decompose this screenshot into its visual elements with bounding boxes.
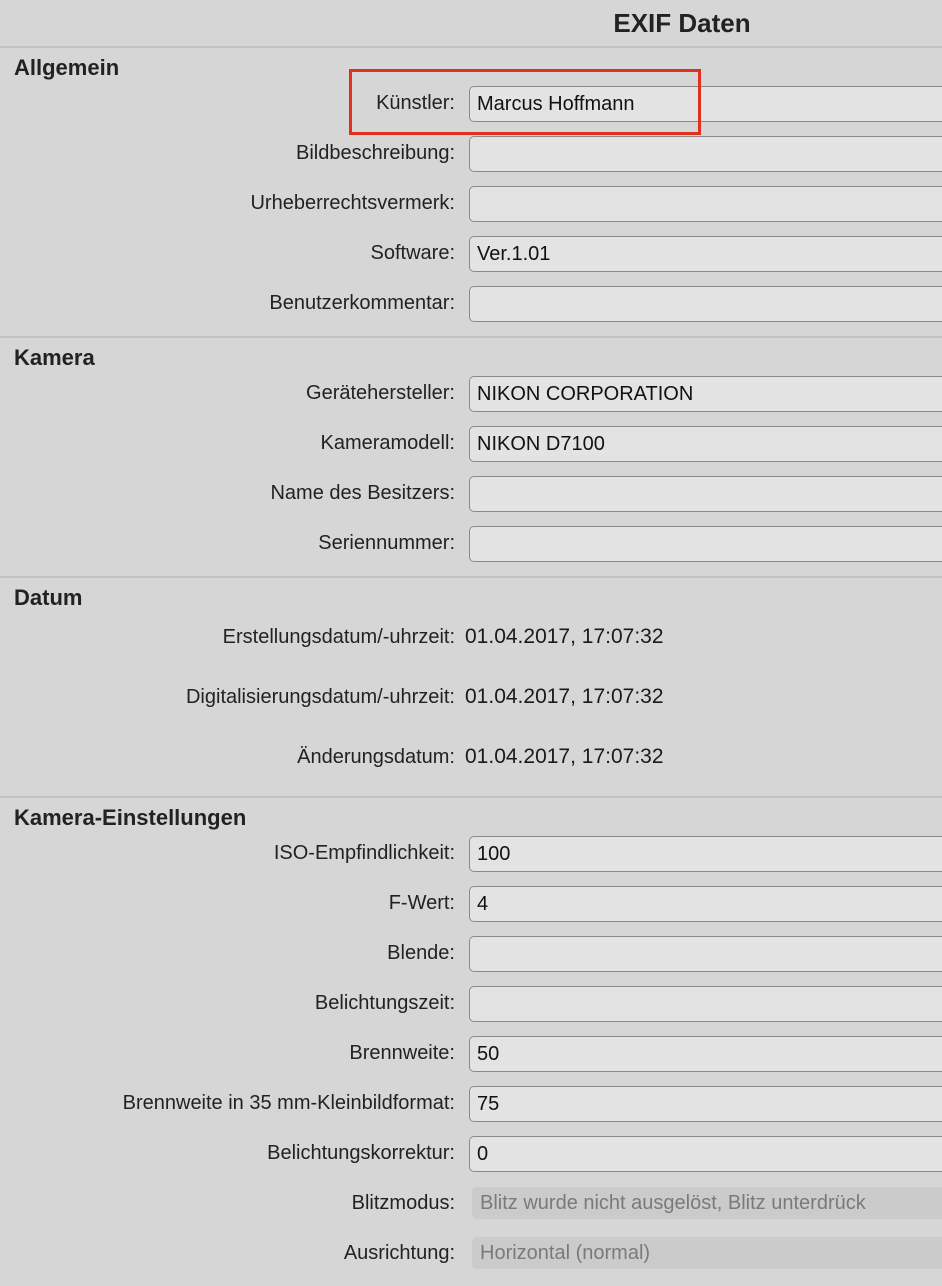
label-blitzmodus: Blitzmodus:: [351, 1192, 455, 1214]
digitalisierungsdatum-value: 01.04.2017, 17:07:32: [465, 685, 664, 708]
label-brennweite: Brennweite:: [349, 1042, 455, 1064]
label-belichtungszeit: Belichtungszeit:: [314, 992, 455, 1014]
f-wert-field[interactable]: 4: [469, 886, 942, 922]
label-benutzerkommentar: Benutzerkommentar:: [269, 292, 455, 314]
label-seriennummer: Seriennummer:: [318, 532, 455, 554]
besitzer-field[interactable]: [469, 476, 942, 512]
label-brennweite-35mm: Brennweite in 35 mm-Kleinbildformat:: [122, 1092, 455, 1114]
erstellungsdatum-value: 01.04.2017, 17:07:32: [465, 625, 664, 648]
label-kameramodell: Kameramodell:: [320, 432, 455, 454]
urheberrechtsvermerk-field[interactable]: [469, 186, 942, 222]
seriennummer-field[interactable]: [469, 526, 942, 562]
kuenstler-field[interactable]: Marcus Hoffmann: [469, 86, 942, 122]
section-title-datum: Datum: [14, 585, 83, 610]
highlight-box: [349, 69, 701, 135]
label-erstellungsdatum: Erstellungsdatum/-uhrzeit:: [222, 626, 455, 648]
geraetehersteller-field[interactable]: NIKON CORPORATION: [469, 376, 942, 412]
brennweite-field[interactable]: 50: [469, 1036, 942, 1072]
separator: [0, 336, 942, 338]
label-name-des-besitzers: Name des Besitzers:: [270, 482, 455, 504]
aenderungsdatum-value: 01.04.2017, 17:07:32: [465, 745, 664, 768]
separator: [0, 576, 942, 578]
label-kuenstler: Künstler:: [376, 92, 455, 114]
blende-field[interactable]: [469, 936, 942, 972]
benutzerkommentar-field[interactable]: [469, 286, 942, 322]
iso-field[interactable]: 100: [469, 836, 942, 872]
label-ausrichtung: Ausrichtung:: [343, 1242, 455, 1264]
ausrichtung-popup[interactable]: Horizontal (normal): [472, 1237, 942, 1269]
blitzmodus-popup[interactable]: Blitz wurde nicht ausgelöst, Blitz unterdrück: [472, 1187, 942, 1219]
label-urheberrechtsvermerk: Urheberrechtsvermerk:: [250, 192, 455, 214]
belichtungszeit-field[interactable]: [469, 986, 942, 1022]
bildbeschreibung-field[interactable]: [469, 136, 942, 172]
belichtungskorrektur-field[interactable]: 0: [469, 1136, 942, 1172]
label-geraetehersteller: Gerätehersteller:: [306, 382, 455, 404]
dialog-title: EXIF Daten: [613, 8, 751, 38]
label-aenderungsdatum: Änderungsdatum:: [297, 746, 455, 768]
separator: [0, 46, 942, 48]
label-digitalisierungsdatum: Digitalisierungsdatum/-uhrzeit:: [185, 686, 455, 708]
label-bildbeschreibung: Bildbeschreibung:: [296, 142, 455, 164]
brennweite-35mm-field[interactable]: 75: [469, 1086, 942, 1122]
section-title-kamera: Kamera: [14, 345, 95, 370]
kameramodell-field[interactable]: NIKON D7100: [469, 426, 942, 462]
software-field[interactable]: Ver.1.01: [469, 236, 942, 272]
section-title-kamera-einstellungen: Kamera-Einstellungen: [14, 805, 247, 830]
separator: [0, 796, 942, 798]
label-belichtungskorrektur: Belichtungskorrektur:: [267, 1142, 455, 1164]
label-software: Software:: [370, 242, 455, 264]
label-iso: ISO-Empfindlichkeit:: [273, 842, 455, 864]
label-f-wert: F-Wert:: [388, 892, 455, 914]
section-title-allgemein: Allgemein: [14, 55, 120, 80]
label-blende: Blende:: [387, 942, 455, 964]
